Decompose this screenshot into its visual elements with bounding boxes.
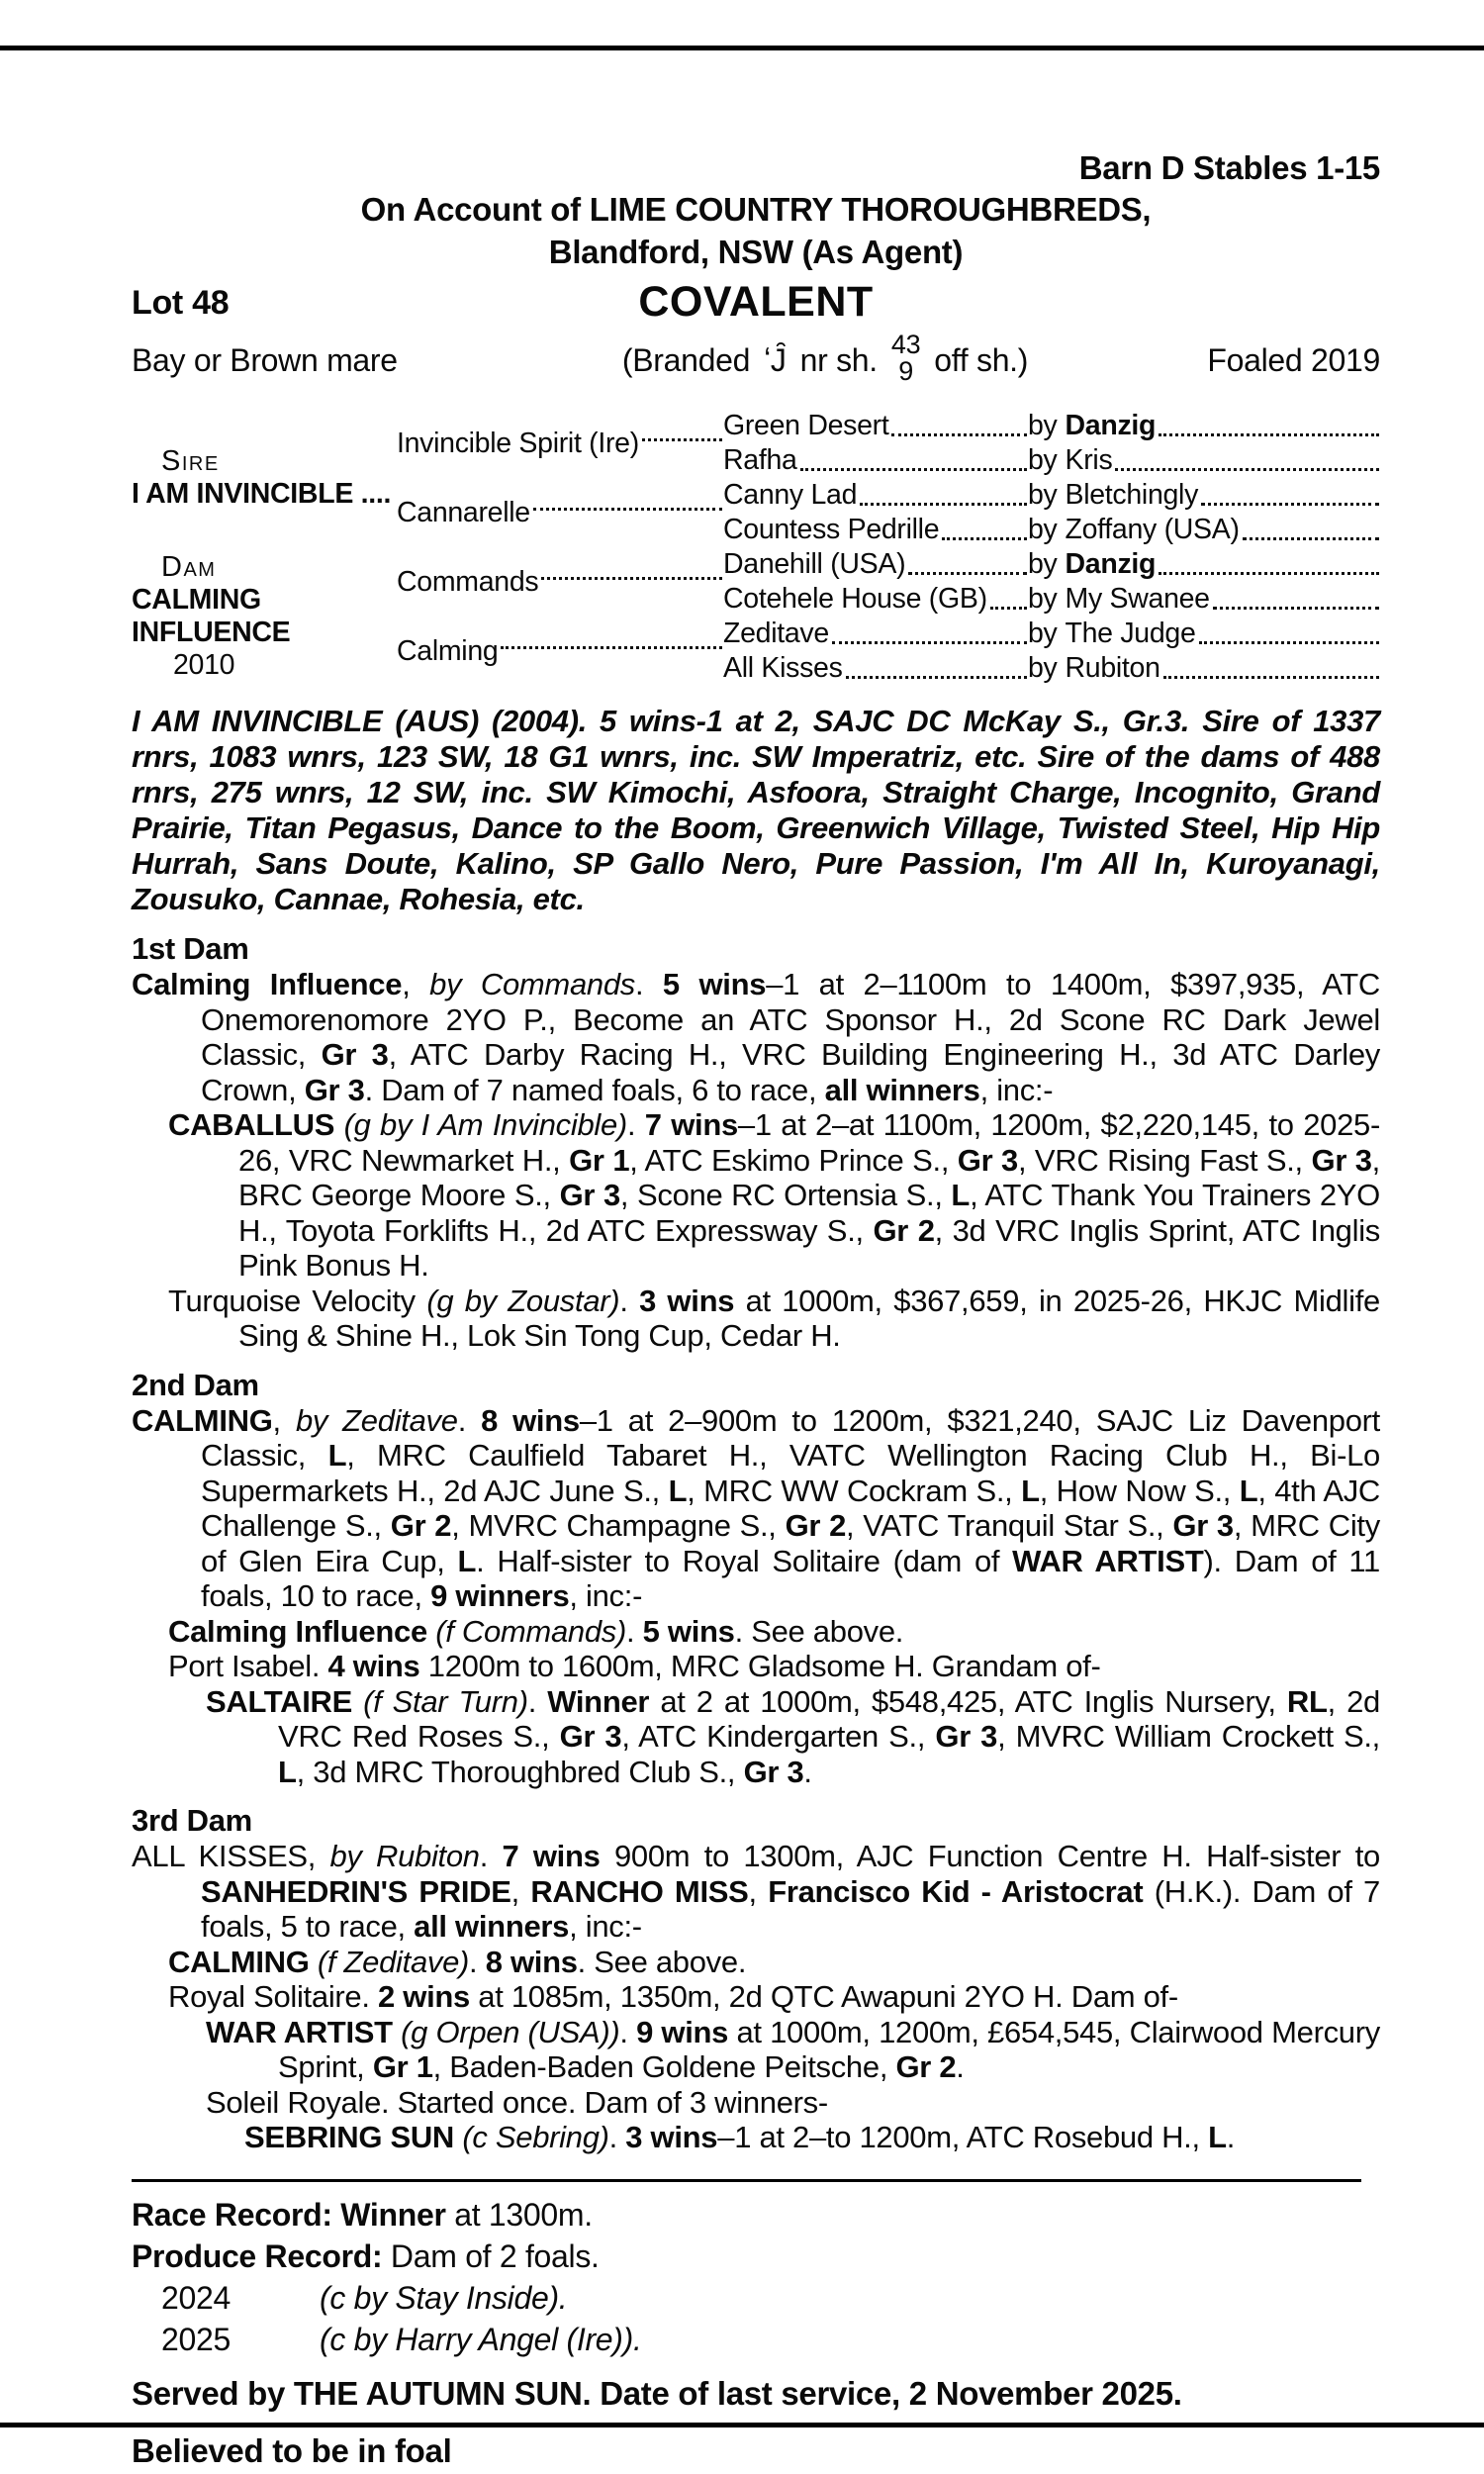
gen2-horse-name: Cannarelle (397, 496, 530, 528)
text-segment: CABALLUS (168, 1107, 335, 1142)
text-segment: . (803, 1754, 812, 1789)
text-segment: SEBRING SUN (244, 2120, 455, 2154)
sire-description (132, 704, 1380, 917)
text-segment: Gr 2 (873, 1212, 935, 1248)
barn-location: Barn D Stables 1-15 (1078, 149, 1380, 186)
text-segment: 900m to 1300m, AJC Function Centre H. Half-sister to (600, 1839, 1380, 1873)
text-segment: , MVRC Champagne S., (451, 1508, 786, 1543)
dam-label: Dam (161, 551, 217, 583)
gen3-row (723, 547, 1380, 582)
gen2-entry (397, 409, 723, 478)
by-label: by (1028, 548, 1058, 580)
text-segment (352, 1684, 363, 1719)
pedigree-paragraph (132, 1649, 1380, 1684)
text-segment: 9 winners (430, 1578, 570, 1613)
text-segment: 4 wins (327, 1649, 420, 1683)
pedigree-paragraph (132, 1403, 1380, 1614)
text-segment: by Zeditave (295, 1402, 458, 1438)
race-record-line (132, 2194, 1380, 2236)
text-segment: Gr 2 (895, 2049, 957, 2084)
gen3-horse-name: Zeditave (723, 618, 829, 649)
text-segment: 2 wins (378, 1979, 470, 2014)
account-line-2: Blandford, NSW (As Agent) (548, 234, 964, 270)
dotted-leader (1243, 513, 1379, 540)
produce-year: 2025 (161, 2321, 231, 2357)
text-segment: (g Orpen (USA)) (401, 2014, 620, 2049)
text-segment: . (1226, 2120, 1236, 2154)
dotted-leader (1163, 651, 1379, 679)
text-segment: (f Zeditave) (317, 1944, 470, 1979)
brand-number-top: 43 (890, 330, 921, 359)
text-segment: . (479, 1839, 503, 1873)
dotted-leader (846, 651, 1027, 679)
gen2-entry (397, 547, 723, 617)
text-segment (310, 1945, 318, 1979)
dotted-leader (1201, 478, 1379, 506)
gen3-horse-name: Countess Pedrille (723, 514, 940, 545)
section-heading: 3rd Dam (132, 1803, 252, 1838)
gen3-by-cell (1028, 513, 1380, 547)
gen2-horse-name: Commands (397, 565, 539, 598)
produce-row (132, 2277, 1380, 2319)
gen3-horse-name: All Kisses (723, 652, 843, 684)
text-segment: WAR ARTIST (1012, 1543, 1204, 1578)
produce-year: 2024 (161, 2279, 231, 2316)
sire-gen3-column (723, 409, 1380, 547)
dam-sections (132, 931, 1380, 2155)
dotted-leader (800, 443, 1027, 471)
text-segment: . (469, 1944, 486, 1979)
text-segment: Gr 3 (559, 1719, 622, 1754)
pedigree-paragraph (132, 1284, 1380, 1354)
text-segment: , VATC Tranquil Star S., (846, 1508, 1173, 1543)
text-segment: at 1300m. (445, 2196, 593, 2233)
text-segment: Gr 1 (372, 2049, 433, 2084)
text-segment: , inc:- (569, 1578, 643, 1613)
text-segment: L (327, 1438, 347, 1473)
text-segment: SALTAIRE (206, 1683, 352, 1719)
text-segment: all winners (824, 1072, 980, 1107)
gen3-sire-name: My Swanee (1065, 583, 1210, 615)
gen3-sire-name: Rubiton (1065, 652, 1160, 684)
gen3-horse-name-cell (723, 478, 1028, 513)
text-segment: , inc:- (979, 1072, 1054, 1107)
dam-gen3-column (723, 547, 1380, 686)
dotted-leader (942, 513, 1027, 540)
gen3-sire-name: Bletchingly (1065, 479, 1199, 511)
text-segment: , ATC Thank You Trainers 2YO H., Toyota Forklifts H., 2d ATC Expressway S., (238, 1178, 1380, 1248)
text-segment: 7 wins (502, 1839, 601, 1873)
pedigree-paragraph (132, 1839, 1380, 1945)
text-segment: (H.K.). Dam of 7 foals, 5 to race, (201, 1873, 1380, 1944)
gen3-horse-name: Cotehele House (GB) (723, 583, 987, 615)
gen3-row (723, 651, 1380, 686)
text-segment: ALL KISSES, (132, 1839, 330, 1873)
text-segment: Gr 2 (390, 1508, 452, 1543)
text-segment: Gr 3 (1311, 1142, 1372, 1178)
text-segment: , MVRC William Crockett S., (997, 1719, 1380, 1754)
text-segment: , ATC Eskimo Prince S., (629, 1142, 958, 1178)
dotted-leader (860, 478, 1027, 506)
text-segment: L (951, 1178, 971, 1212)
produce-text: (c by Harry Angel (Ire)). (320, 2321, 642, 2357)
sire-block (132, 409, 397, 547)
text-segment: WAR ARTIST (206, 2014, 393, 2049)
gen3-row (723, 513, 1380, 547)
gen3-sire-name: Kris (1065, 444, 1113, 476)
pedigree-paragraph (132, 1945, 1380, 1980)
produce-record-line (132, 2236, 1380, 2277)
produce-rows (132, 2277, 1380, 2360)
text-segment: L (278, 1754, 297, 1789)
text-segment: by Rubiton (329, 1839, 480, 1873)
foaled-year: Foaled 2019 (1207, 342, 1380, 378)
gen2-horse-name: Calming (397, 634, 499, 667)
text-segment: (g by I Am Invincible) (343, 1107, 627, 1142)
text-segment: 8 wins (481, 1402, 580, 1438)
text-segment: Royal Solitaire. (168, 1979, 378, 2014)
text-segment: Gr 2 (785, 1508, 847, 1543)
dotted-leader (642, 438, 722, 441)
text-segment: , 4th AJC Challenge S., (201, 1473, 1380, 1543)
text-segment: L (668, 1473, 688, 1508)
text-segment: Francisco Kid - Aristocrat (768, 1873, 1144, 1909)
pedigree-paragraph (132, 1979, 1380, 2015)
sire-gen2-column (397, 409, 723, 547)
text-segment: . (457, 1402, 482, 1438)
page-content (132, 0, 1380, 2473)
text-segment: Gr 1 (569, 1142, 630, 1178)
branded-suffix: off sh.) (934, 342, 1029, 378)
dotted-leader (891, 409, 1027, 436)
dotted-leader (990, 582, 1027, 610)
text-segment: CALMING (132, 1402, 273, 1438)
text-segment: . See above. (734, 1613, 904, 1649)
gen3-horse-name: Green Desert (723, 410, 889, 441)
text-segment: Gr 3 (321, 1037, 389, 1072)
pedigree-sire-half (132, 409, 1380, 547)
text-segment: Gr 3 (304, 1072, 365, 1107)
gen3-by-cell (1028, 651, 1380, 686)
text-segment: Race Record: Winner (132, 2196, 446, 2233)
text-segment: . See above. (577, 1944, 747, 1979)
gen3-row (723, 617, 1380, 651)
gen3-row (723, 582, 1380, 617)
text-segment: . Dam of 7 named foals, 6 to race, (364, 1072, 825, 1107)
text-segment: Calming Influence (132, 967, 403, 1001)
text-segment: , BRC George Moore S., (238, 1142, 1380, 1212)
produce-text: (c by Stay Inside). (320, 2279, 568, 2316)
text-segment: (f Star Turn) (363, 1683, 528, 1719)
text-segment: , Baden-Baden Goldene Peitsche, (432, 2049, 896, 2084)
text-segment: , Scone RC Ortensia S., (619, 1178, 952, 1212)
gen3-by-cell (1028, 582, 1380, 617)
pedigree-paragraph (132, 2085, 1380, 2121)
gen3-horse-name: Danehill (USA) (723, 548, 906, 580)
pedigree-paragraph (132, 2015, 1380, 2085)
dotted-leader (501, 646, 722, 649)
text-segment: Gr 3 (957, 1142, 1018, 1178)
text-segment: L (1239, 1473, 1258, 1508)
text-segment: L (1021, 1473, 1040, 1508)
by-label: by (1028, 514, 1058, 545)
brand-numbers (891, 332, 920, 385)
gen3-horse-name-cell (723, 651, 1028, 686)
gen3-by-cell (1028, 617, 1380, 651)
served-line: Served by THE AUTUMN SUN. Date of last service, 2 November 2025. (132, 2374, 1182, 2412)
text-segment: , ATC Darby Racing H., VRC Building Engineering H., 3d ATC Darley Crown, (201, 1037, 1380, 1107)
branded-info (488, 330, 1162, 386)
text-segment: . (619, 1283, 640, 1318)
text-segment: 3 wins (639, 1283, 735, 1318)
bottom-rule (0, 2423, 1484, 2427)
dotted-leader (832, 617, 1027, 644)
dam-name: CALMING INFLUENCE (132, 584, 291, 648)
section-heading: 2nd Dam (132, 1367, 259, 1402)
dotted-leader (541, 577, 722, 580)
by-label: by (1028, 410, 1058, 441)
pedigree-paragraph (132, 1107, 1380, 1284)
gen3-horse-name-cell (723, 617, 1028, 651)
text-segment: , How Now S., (1039, 1473, 1240, 1508)
text-segment: , (510, 1873, 531, 1909)
by-label: by (1028, 479, 1058, 511)
text-segment: by Commands (429, 967, 635, 1001)
text-segment: , 2d VRC Red Roses S., (278, 1683, 1380, 1754)
gen3-row (723, 443, 1380, 478)
description-row (132, 330, 1380, 386)
dotted-leader (1115, 443, 1379, 471)
text-segment: , 3d VRC Inglis Sprint, ATC Inglis Pink Bonus H. (238, 1212, 1380, 1283)
section-heading: 1st Dam (132, 931, 249, 966)
dotted-leader (1213, 582, 1379, 610)
text-segment: Turquoise Velocity (168, 1283, 427, 1318)
brand-number-bottom: 9 (898, 356, 913, 386)
horse-name: COVALENT (638, 278, 874, 326)
dotted-leader (1159, 409, 1379, 436)
text-segment (393, 2015, 401, 2049)
gen3-horse-name-cell (723, 409, 1028, 443)
text-segment: (f Commands) (435, 1613, 626, 1649)
dotted-leader (1159, 547, 1379, 575)
text-segment: , inc:- (569, 1909, 642, 1944)
text-segment: Produce Record: (132, 2237, 383, 2274)
text-segment: . (626, 1107, 645, 1142)
text-segment: Soleil Royale. Started once. Dam of 3 winners- (206, 2084, 828, 2120)
text-segment: . (634, 967, 663, 1001)
gen3-sire-name: Danzig (1065, 548, 1157, 580)
text-segment: –1 at 2–to 1200m, ATC Rosebud H., (717, 2120, 1209, 2154)
text-segment: at 2 at 1000m, $548,425, ATC Inglis Nursery, (649, 1683, 1287, 1719)
dotted-leader (1199, 617, 1380, 644)
text-segment (427, 1614, 435, 1649)
dam-block (132, 547, 397, 686)
text-segment: 9 wins (636, 2014, 729, 2049)
branded-prefix: (Branded (621, 342, 751, 378)
text-segment: SANHEDRIN'S PRIDE (201, 1873, 511, 1909)
gen3-sire-name: Danzig (1065, 410, 1157, 441)
text-segment: . (608, 2120, 626, 2154)
text-segment: , (272, 1402, 296, 1438)
gen3-row (723, 409, 1380, 443)
text-segment: 3 wins (625, 2120, 718, 2154)
text-segment: , MRC City of Glen Eira Cup, (201, 1508, 1380, 1578)
pedigree-paragraph (132, 1614, 1380, 1650)
text-segment: , (402, 967, 430, 1001)
gen3-row (723, 478, 1380, 513)
text-segment: at 1000m, $367,659, in 2025-26, HKJC Midlife Sing & Shine H., Lok Sin Tong Cup, Cedar H. (238, 1283, 1380, 1353)
text-segment: –1 at 2–900m to 1200m, $321,240, SAJC Liz Davenport Classic, (201, 1402, 1380, 1473)
text-segment: 1200m to 1600m, MRC Gladsome H. Grandam of- (419, 1649, 1101, 1683)
pedigree-paragraph (132, 967, 1380, 1107)
text-segment: Calming Influence (168, 1613, 427, 1649)
by-label: by (1028, 583, 1058, 615)
gen3-horse-name-cell (723, 513, 1028, 547)
text-segment: , (748, 1873, 769, 1909)
gen3-sire-name: The Judge (1065, 618, 1196, 649)
text-segment: at 1085m, 1350m, 2d QTC Awapuni 2YO H. Dam of- (469, 1979, 1178, 2014)
gen2-horse-name: Invincible Spirit (Ire) (397, 427, 639, 459)
dotted-leader (533, 508, 722, 511)
by-label: by (1028, 444, 1058, 476)
text-segment: RANCHO MISS (530, 1873, 749, 1909)
text-segment: L (457, 1543, 477, 1578)
pedigree-paragraph (132, 1684, 1380, 1790)
text-segment: Dam of 2 foals. (382, 2237, 600, 2274)
text-segment: L (1208, 2120, 1227, 2154)
pedigree-dam-half (132, 547, 1380, 686)
dotted-leader (908, 547, 1027, 575)
text-segment: all winners (414, 1909, 570, 1944)
dam-gen2-column (397, 547, 723, 686)
account-line-1: On Account of LIME COUNTRY THOROUGHBREDS, (360, 191, 1152, 228)
text-segment: Gr 3 (559, 1178, 620, 1212)
text-segment: Winner (547, 1683, 650, 1719)
text-segment: (c Sebring) (462, 2120, 609, 2154)
believed-line: Believed to be in foal (132, 2431, 452, 2469)
text-segment: Gr 3 (935, 1719, 998, 1754)
brand-symbol: ʻJ̑ (764, 342, 787, 378)
text-segment: 5 wins (662, 967, 767, 1001)
lot-row (132, 278, 1380, 332)
gen3-horse-name: Canny Lad (723, 479, 858, 511)
brand-near-shoulder: nr sh. (799, 342, 878, 378)
text-segment: , 3d MRC Thoroughbred Club S., (296, 1754, 744, 1789)
pedigree-paragraph (132, 2120, 1380, 2155)
text-segment: , MRC WW Cockram S., (687, 1473, 1022, 1508)
produce-row (132, 2319, 1380, 2360)
gen3-by-cell (1028, 547, 1380, 582)
text-segment: . (956, 2049, 965, 2084)
gen3-by-cell (1028, 443, 1380, 478)
color-sex: Bay or Brown mare (132, 342, 398, 378)
gen2-entry (397, 478, 723, 547)
gen3-horse-name-cell (723, 443, 1028, 478)
text-segment: . Half-sister to Royal Solitaire (dam of (476, 1543, 1013, 1578)
text-segment: Gr 3 (1172, 1508, 1234, 1543)
text-segment: I AM INVINCIBLE (AUS) (2004). 5 wins-1 at 2, SAJC DC McKay S., Gr.3. Sire of 1337 rnrs, 1083 wnrs, 123 SW, 18 G1 wnrs, inc. SW Imperatriz, etc. Sire of the dams of 488 rnrs, 275 wnrs, 12 SW, inc. SW Kimochi, Asfoora, Straight Charge, Incognito, Grand Prairie, Titan Pegasus, Dance to the Boom, Greenwich Village, Twisted Steel, Hip Hip Hurrah, Sans Doute, Kalino, SP Gallo Nero, Pure Passion, I'm All In, Kuroyanagi, Zousuko, Cannae, Rohesia, etc. (132, 704, 1380, 916)
gen2-entry (397, 617, 723, 686)
gen3-sire-name: Zoffany (USA) (1065, 514, 1240, 545)
by-label: by (1028, 652, 1058, 684)
text-segment: 5 wins (642, 1613, 735, 1649)
sire-label: Sire (161, 445, 220, 477)
gen3-horse-name-cell (723, 547, 1028, 582)
text-segment: . (527, 1683, 548, 1719)
text-segment: –1 at 2–1100m to 1400m, $397,935, ATC Onemorenomore 2YO P., Become an ATC Sponsor H., 2d Scone RC Dark Jewel Classic, (201, 967, 1380, 1072)
gen3-by-cell (1028, 478, 1380, 513)
gen3-horse-name-cell (723, 582, 1028, 617)
sire-name: I AM INVINCIBLE .... (132, 478, 392, 510)
text-segment: Port Isabel. (168, 1649, 328, 1683)
text-segment: ). Dam of 11 foals, 10 to race, (201, 1543, 1380, 1613)
text-segment: 8 wins (485, 1944, 578, 1979)
text-segment: RL (1286, 1683, 1328, 1719)
text-segment: –1 at 2–at 1100m, 1200m, $2,220,145, to 2025-26, VRC Newmarket H., (238, 1107, 1380, 1178)
text-segment: at 1000m, 1200m, £654,545, Clairwood Mercury Sprint, (278, 2014, 1380, 2084)
text-segment: 7 wins (644, 1107, 738, 1142)
by-label: by (1028, 618, 1058, 649)
pedigree-table (132, 409, 1380, 686)
text-segment (334, 1107, 344, 1142)
lot-number: Lot 48 (132, 284, 230, 322)
text-segment: CALMING (168, 1944, 310, 1979)
text-segment: Gr 3 (743, 1754, 804, 1789)
dam-year: 2010 (173, 649, 235, 681)
text-segment: . (619, 2014, 637, 2049)
gen3-by-cell (1028, 409, 1380, 443)
race-record-divider (132, 2179, 1361, 2182)
gen3-horse-name: Rafha (723, 444, 797, 476)
text-segment: . (626, 1613, 643, 1649)
text-segment: , ATC Kindergarten S., (621, 1719, 936, 1754)
text-segment: (g by Zoustar) (426, 1283, 620, 1318)
text-segment: , MRC Caulfield Tabaret H., VATC Wellington Racing Club H., Bi-Lo Supermarkets H., 2d AJC June S., (201, 1438, 1380, 1508)
text-segment: , VRC Rising Fast S., (1017, 1142, 1312, 1178)
